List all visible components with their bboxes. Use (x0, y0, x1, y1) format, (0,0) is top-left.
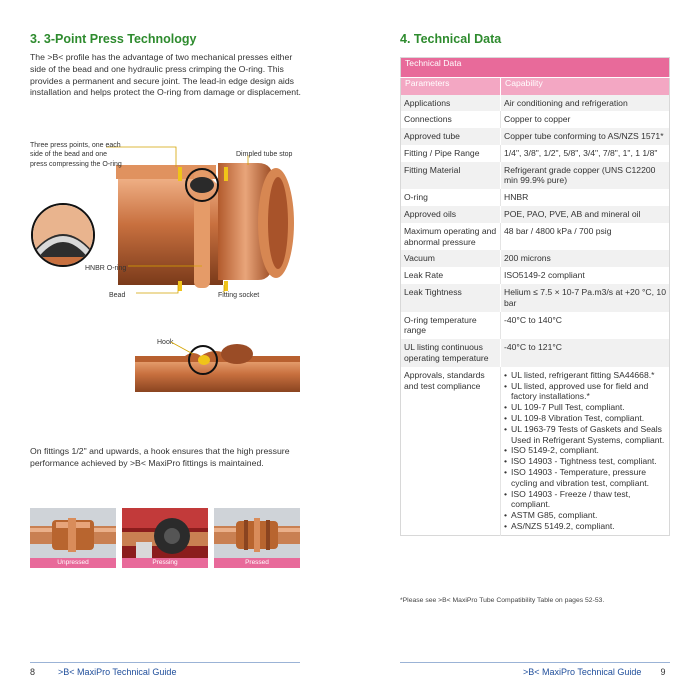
table-cell-param: O-ring (401, 189, 501, 206)
approval-item: • ISO 14903 - Tightness test, compliant. (504, 456, 666, 467)
footnote: *Please see >B< MaxiPro Tube Compatibility Table on pages 52-53. (400, 597, 605, 604)
hook-detail-illustration (135, 332, 300, 392)
table-row (401, 145, 670, 162)
table-row (401, 312, 670, 340)
callout-hnbr-oring: HNBR O-ring (85, 265, 127, 272)
table-cell-value (501, 367, 670, 535)
table-cell-value: Helium ≤ 7.5 × 10-7 Pa.m3/s at +20 °C, 10 bar (501, 284, 670, 312)
section-4-heading: 4. Technical Data (400, 32, 502, 46)
table-row (401, 284, 670, 312)
approval-item: • ASTM G85, compliant. (504, 510, 666, 521)
approval-item: • AS/NZS 5149.2, compliant. (504, 521, 666, 532)
approval-item: • UL 109-8 Vibration Test, compliant. (504, 413, 666, 424)
table-cell-param: Applications (401, 95, 501, 112)
table-row (401, 267, 670, 284)
page-number-right: 9 (660, 667, 666, 677)
table-cell-value: Copper to copper (501, 111, 670, 128)
approvals-list (504, 370, 666, 532)
footer-left (30, 667, 176, 677)
table-cell-value: Refrigerant grade copper (UNS C12200 min 99.9% pure) (501, 162, 670, 190)
table-cell-param: Approvals, standards and test compliance (401, 367, 501, 535)
approval-item: • ISO 5149-2, compliant. (504, 445, 666, 456)
technical-data-table (400, 57, 670, 536)
table-row (401, 339, 670, 367)
photo-pressing (122, 508, 208, 568)
caption-pressed: Pressed (214, 558, 300, 568)
approval-item: • UL listed, refrigerant fitting SA44668.* (504, 370, 666, 381)
table-cell-param: Leak Rate (401, 267, 501, 284)
table-cell-param: Approved oils (401, 206, 501, 223)
photo-unpressed (30, 508, 116, 568)
table-cell-param: O-ring temperature range (401, 312, 501, 340)
table-row (401, 95, 670, 112)
callout-hook: Hook (157, 339, 174, 346)
table-cell-value: -40°C to 121°C (501, 339, 670, 367)
approval-item: • ISO 14903 - Temperature, pressure cycling and vibration test, compliant. (504, 467, 666, 489)
table-cell-value: ISO5149-2 compliant (501, 267, 670, 284)
table-cell-value: 48 bar / 4800 kPa / 700 psig (501, 223, 670, 251)
table-cell-param: Maximum operating and abnormal pressure (401, 223, 501, 251)
table-cell-param: Leak Tightness (401, 284, 501, 312)
approval-item: • ISO 14903 - Freeze / thaw test, compliant. (504, 489, 666, 511)
callout-dimpled-tube-stop: Dimpled tube stop (236, 151, 293, 158)
callout-three-press-points: Three press points, one each side of the bead and one press compressing the O-ring (30, 142, 122, 168)
callout-fitting-socket: Fitting socket (218, 292, 260, 299)
table-cell-value: HNBR (501, 189, 670, 206)
approval-item: • UL listed, approved use for field and factory installations.* (504, 381, 666, 403)
footer-rule-right (400, 662, 670, 663)
approval-item: • UL 1963-79 Tests of Gaskets and Seals Used in Refrigerant Systems, compliant. (504, 424, 666, 446)
approval-item: • UL 109-7 Pull Test, compliant. (504, 402, 666, 413)
table-cell-param: Connections (401, 111, 501, 128)
table-row (401, 189, 670, 206)
table-cell-param: Fitting / Pipe Range (401, 145, 501, 162)
section-3-heading: 3. 3-Point Press Technology (30, 32, 197, 46)
table-cell-value: -40°C to 140°C (501, 312, 670, 340)
table-cell-value: Copper tube conforming to AS/NZS 1571* (501, 128, 670, 145)
table-row (401, 162, 670, 190)
photo-pressed (214, 508, 300, 568)
table-cell-param: Approved tube (401, 128, 501, 145)
table-row-approvals (401, 367, 670, 535)
table-title: Technical Data (401, 58, 670, 78)
table-row (401, 128, 670, 145)
guide-title-right: >B< MaxiPro Technical Guide (523, 667, 642, 677)
column-header-parameters: Parameters (401, 78, 501, 95)
table-cell-value: POE, PAO, PVE, AB and mineral oil (501, 206, 670, 223)
table-cell-param: Fitting Material (401, 162, 501, 190)
table-cell-value: Air conditioning and refrigeration (501, 95, 670, 112)
footer-right (523, 667, 665, 677)
table-row (401, 111, 670, 128)
table-row (401, 223, 670, 251)
caption-unpressed: Unpressed (30, 558, 116, 568)
footer-rule-left (30, 662, 300, 663)
column-header-capability: Capability (501, 78, 670, 95)
caption-pressing: Pressing (122, 558, 208, 568)
hook-paragraph: On fittings 1/2" and upwards, a hook ensures that the high pressure performance achieved by >B< MaxiPro fittings is maintained. (30, 446, 290, 468)
table-row (401, 250, 670, 267)
table-cell-value: 200 microns (501, 250, 670, 267)
callout-bead: Bead (109, 292, 126, 299)
table-cell-value: 1/4", 3/8", 1/2", 5/8", 3/4", 7/8", 1", 1 1/8" (501, 145, 670, 162)
intro-paragraph: The >B< profile has the advantage of two mechanical presses either side of the bead and one hydraulic press crimping the O-ring. This provides a permanent and secure joint. The lead-in edge design aids installation and helps protect the O-ring from damage or displacement. (30, 52, 301, 98)
table-cell-param: Vacuum (401, 250, 501, 267)
table-cell-param: UL listing continuous operating temperature (401, 339, 501, 367)
guide-title-left: >B< MaxiPro Technical Guide (58, 667, 177, 677)
table-row (401, 206, 670, 223)
page-number-left: 8 (30, 667, 36, 677)
